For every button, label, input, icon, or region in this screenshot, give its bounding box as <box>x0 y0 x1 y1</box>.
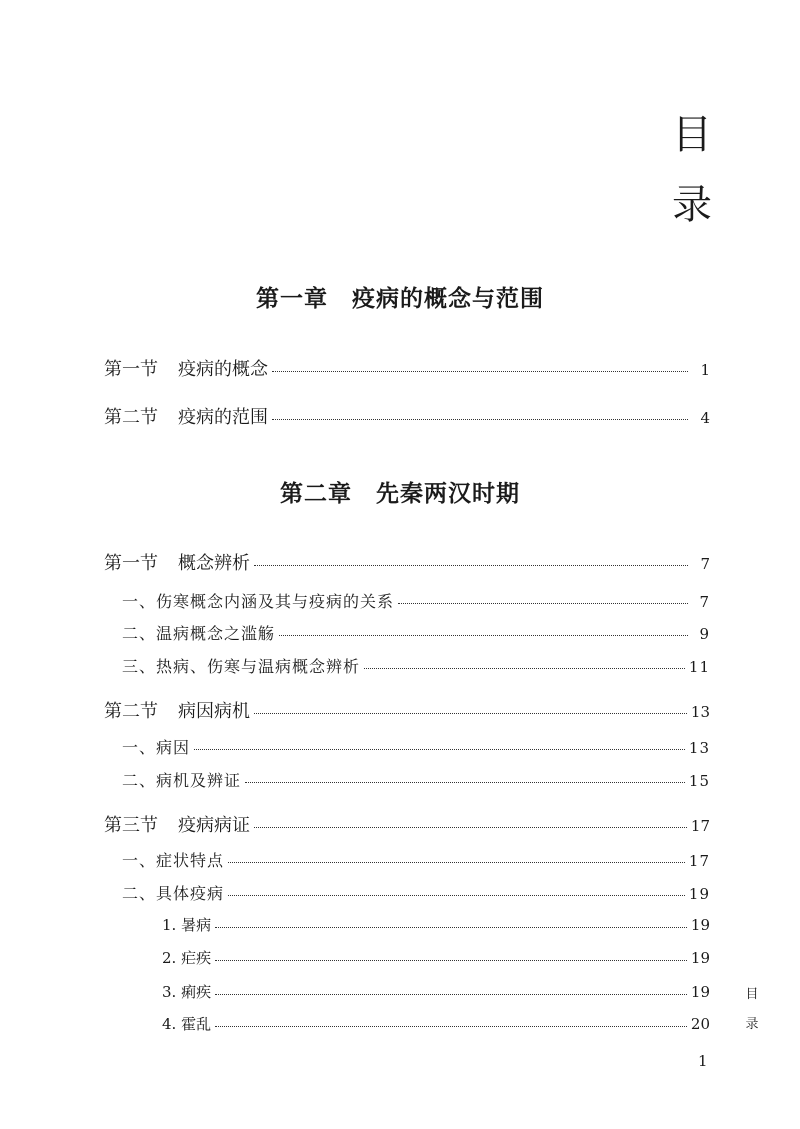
toc-entry-ch2-sec1-sub3[interactable] <box>122 654 710 677</box>
chapter-1-label: 第一章 <box>256 285 328 312</box>
toc-entry-ch2-sec2[interactable] <box>104 697 710 723</box>
item-text: 1. 暑病 <box>162 916 212 934</box>
page-number: 9 <box>699 625 710 643</box>
toc-entry-ch2-sec3[interactable] <box>104 811 710 837</box>
toc-title <box>672 100 712 240</box>
page-number: 7 <box>700 555 710 573</box>
toc-title-char-1: 目 <box>672 112 712 158</box>
dot-leader <box>254 565 688 566</box>
subsection-text: 一、病因 <box>122 738 191 757</box>
item-text: 2. 疟疾 <box>162 949 212 967</box>
page-number: 13 <box>690 703 710 721</box>
subsection-text: 一、症状特点 <box>122 851 225 870</box>
chapter-1-name: 疫病的概念与范围 <box>352 285 544 312</box>
section-name: 疫病病证 <box>178 815 250 836</box>
page-number: 7 <box>699 593 710 611</box>
dot-leader <box>228 895 685 896</box>
toc-entry-ch2-sec3-item4[interactable] <box>162 1013 710 1034</box>
page-number: 1 <box>700 361 710 379</box>
page-number: 19 <box>690 916 710 934</box>
dot-leader <box>254 713 687 714</box>
section-name: 疫病的范围 <box>178 407 268 428</box>
side-thumb-tab <box>742 980 762 1040</box>
subsection-text: 二、温病概念之滥觞 <box>122 624 276 643</box>
dot-leader <box>228 862 685 863</box>
subsection-text: 一、伤寒概念内涵及其与疫病的关系 <box>122 592 395 611</box>
section-label: 第二节 <box>104 407 158 428</box>
section-label: 第二节 <box>104 701 158 722</box>
dot-leader <box>254 827 687 828</box>
dot-leader <box>245 782 685 783</box>
page-number: 4 <box>700 409 710 427</box>
toc-entry-ch2-sec3-sub1[interactable] <box>122 848 710 871</box>
section-label: 第三节 <box>104 815 158 836</box>
item-text: 3. 痢疾 <box>162 983 212 1001</box>
page-number: 19 <box>688 885 710 903</box>
toc-entry-ch1-sec1[interactable] <box>104 355 710 381</box>
toc-entry-ch2-sec3-item2[interactable] <box>162 947 710 968</box>
dot-leader <box>272 419 688 420</box>
dot-leader <box>215 960 687 961</box>
chapter-2-heading <box>0 475 800 508</box>
page-number: 20 <box>690 1015 710 1033</box>
page-number: 15 <box>688 772 710 790</box>
dot-leader <box>272 371 688 372</box>
dot-leader <box>194 749 685 750</box>
dot-leader <box>215 927 687 928</box>
side-tab-char-1: 目 <box>745 987 759 1002</box>
toc-entry-ch2-sec3-item3[interactable] <box>162 981 710 1002</box>
section-label: 第一节 <box>104 359 158 380</box>
toc-entry-ch1-sec2[interactable] <box>104 403 710 429</box>
chapter-1-heading <box>0 280 800 313</box>
dot-leader <box>215 1026 687 1027</box>
section-label: 第一节 <box>104 553 158 574</box>
toc-entry-ch2-sec3-sub2[interactable] <box>122 881 710 904</box>
dot-leader <box>215 994 687 995</box>
dot-leader <box>279 635 688 636</box>
toc-entry-ch2-sec1[interactable] <box>104 549 710 575</box>
subsection-text: 三、热病、伤寒与温病概念辨析 <box>122 657 361 676</box>
subsection-text: 二、具体疫病 <box>122 884 225 903</box>
toc-entry-ch2-sec2-sub2[interactable] <box>122 768 710 791</box>
page-number: 19 <box>690 949 710 967</box>
section-name: 病因病机 <box>178 701 250 722</box>
page-number: 17 <box>690 817 710 835</box>
folio-page-number: 1 <box>698 1052 708 1070</box>
item-text: 4. 霍乱 <box>162 1015 212 1033</box>
page-number: 11 <box>688 658 710 676</box>
page-number: 19 <box>690 983 710 1001</box>
dot-leader <box>364 668 685 669</box>
page-number: 13 <box>688 739 710 757</box>
toc-entry-ch2-sec1-sub2[interactable] <box>122 621 710 644</box>
toc-entry-ch2-sec2-sub1[interactable] <box>122 735 710 758</box>
subsection-text: 二、病机及辨证 <box>122 771 242 790</box>
chapter-2-name: 先秦两汉时期 <box>376 480 520 507</box>
side-tab-char-2: 录 <box>745 1017 759 1032</box>
toc-entry-ch2-sec1-sub1[interactable] <box>122 589 710 612</box>
toc-title-char-2: 录 <box>672 182 712 228</box>
page-number: 17 <box>688 852 710 870</box>
toc-entry-ch2-sec3-item1[interactable] <box>162 914 710 935</box>
section-name: 疫病的概念 <box>178 359 268 380</box>
chapter-2-label: 第二章 <box>280 480 352 507</box>
dot-leader <box>398 603 688 604</box>
section-name: 概念辨析 <box>178 553 250 574</box>
